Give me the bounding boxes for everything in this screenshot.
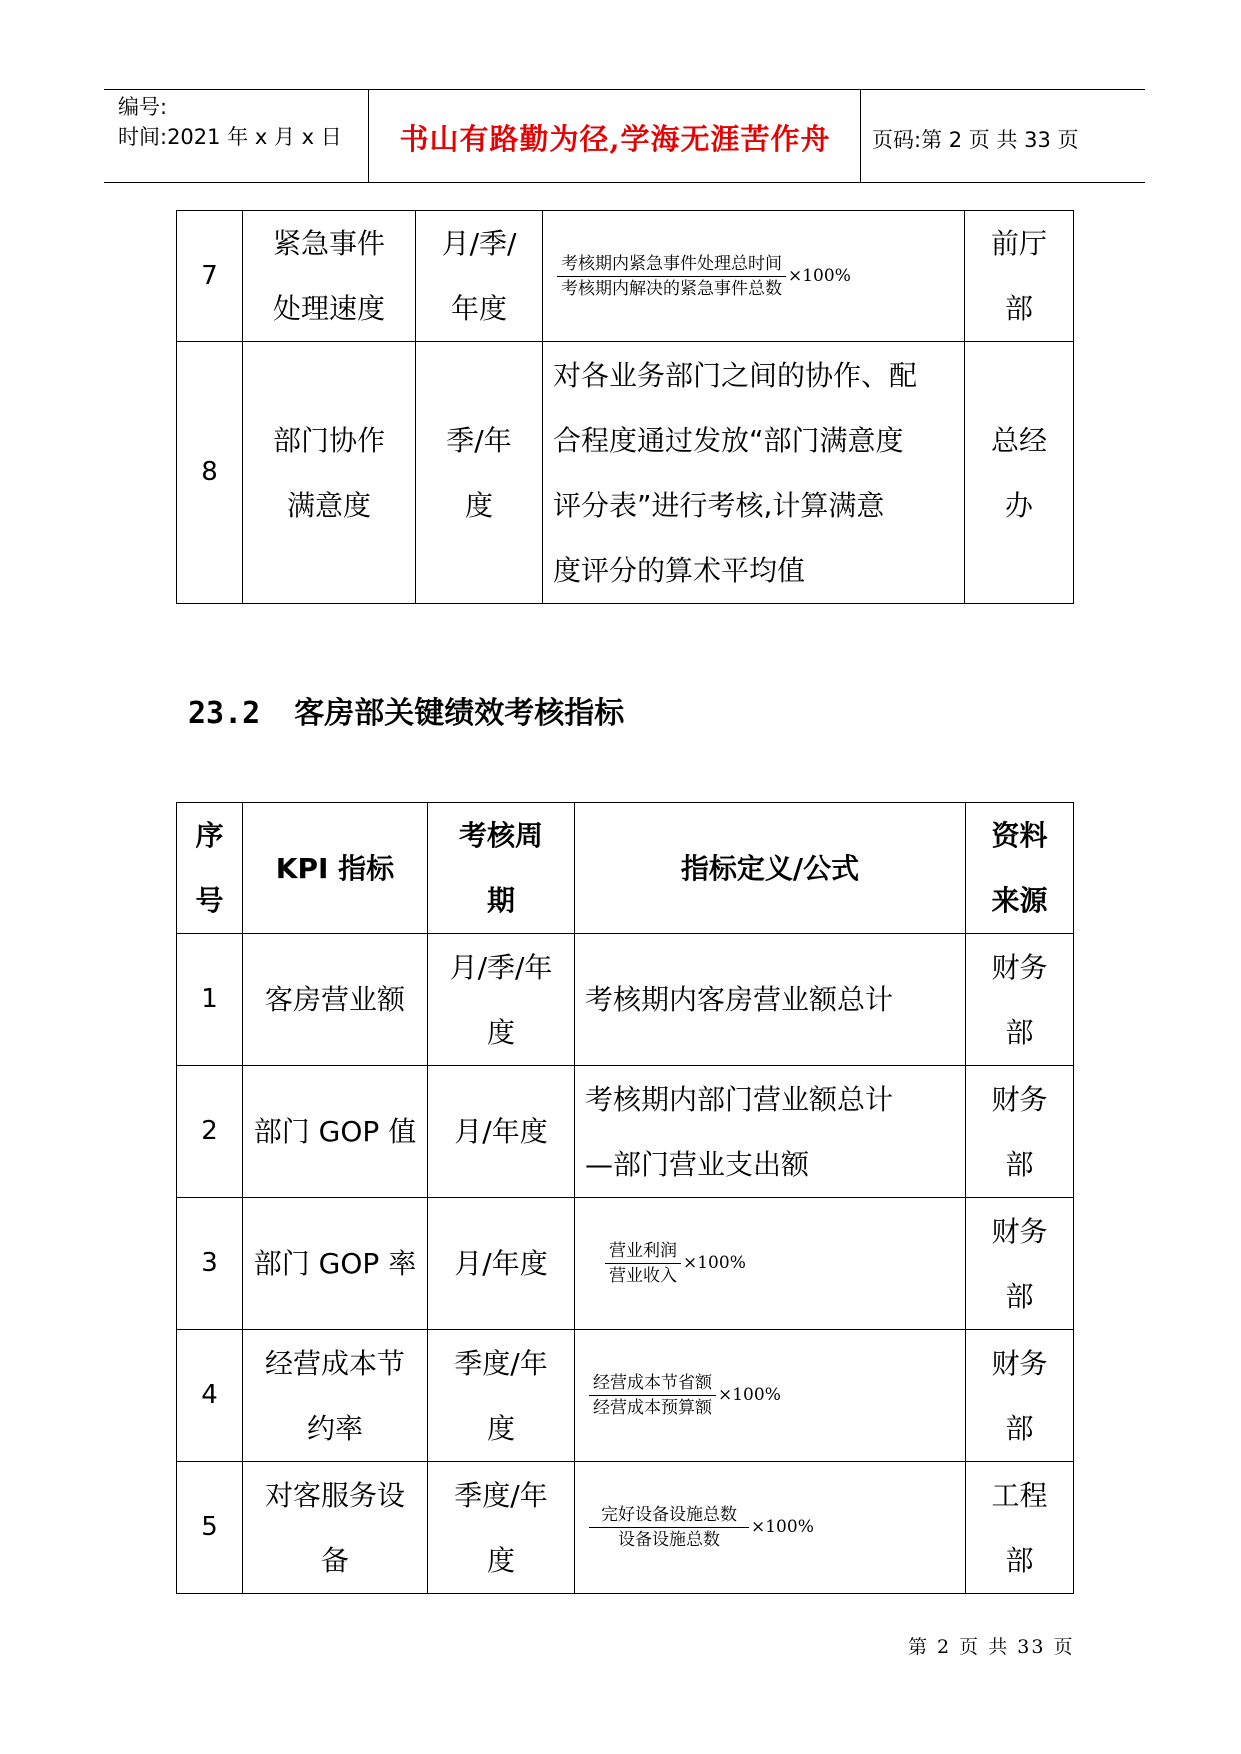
review-cycle: 月/季/年 度 [428,934,575,1066]
section-title: 客房部关键绩效考核指标 [294,696,625,731]
kpi-name: 部门 GOP 值 [243,1066,428,1198]
kpi-formula: $\frac{\text{完好设备设施总数}}{\text{设备设施总数}}$ ×100% [575,1462,966,1594]
review-cycle: 季度/年 度 [428,1462,575,1594]
row-number: 1 [177,934,243,1066]
header-cycle: 考核周 期 [428,803,575,934]
kpi-table-housekeeping [176,802,1074,1594]
table-row [177,342,1074,604]
table-row [177,934,1074,1066]
data-source: 财务 部 [966,934,1074,1066]
kpi-table-continued [176,210,1074,604]
header-divider-left [368,90,369,183]
header-top-rule [104,89,1145,90]
review-cycle: 季/年 度 [416,342,543,604]
header-motto: 书山有路勤为径,学海无涯苦作舟 [399,122,831,156]
kpi-formula: $\frac{\text{营业利润}}{\text{营业收入}}$ ×100% [575,1198,966,1330]
kpi-name: 对客服务设 备 [243,1462,428,1594]
kpi-formula: $\frac{\text{经营成本节省额}}{\text{经营成本预算额}}$ ×100% [575,1330,966,1462]
table-row [177,1198,1074,1330]
kpi-name: 经营成本节 约率 [243,1330,428,1462]
time-label: 时间:2021 年 x 月 x 日 [118,125,342,149]
row-number: 3 [177,1198,243,1330]
header-divider-right [860,90,861,183]
table-row [177,1066,1074,1198]
data-source: 财务 部 [966,1066,1074,1198]
header-kpi: KPI 指标 [243,803,428,934]
review-cycle: 月/年度 [428,1066,575,1198]
table-header-row [177,803,1074,934]
kpi-name: 部门协作 满意度 [243,342,416,604]
kpi-name: 部门 GOP 率 [243,1198,428,1330]
review-cycle: 月/季/ 年度 [416,211,543,342]
header-no: 序 号 [177,803,243,934]
table-row [177,1330,1074,1462]
header-page-code: 页码:第 2 页 共 33 页 [872,128,1079,152]
data-source: 财务 部 [966,1330,1074,1462]
table-row [177,1462,1074,1594]
row-number: 8 [177,342,243,604]
review-cycle: 月/年度 [428,1198,575,1330]
serial-label: 编号: [118,95,168,119]
header-definition: 指标定义/公式 [575,803,966,934]
section-number: 23.2 [188,696,261,731]
row-number: 4 [177,1330,243,1462]
kpi-definition: 考核期内部门营业额总计 —部门营业支出额 [575,1066,966,1198]
kpi-name: 紧急事件 处理速度 [243,211,416,342]
kpi-definition: 考核期内客房营业额总计 [575,934,966,1066]
row-number: 5 [177,1462,243,1594]
header-bottom-rule [104,182,1145,183]
review-cycle: 季度/年 度 [428,1330,575,1462]
kpi-name: 客房营业额 [243,934,428,1066]
footer-page-number: 第 2 页 共 33 页 [908,1636,1075,1658]
data-source: 工程 部 [966,1462,1074,1594]
header-meta [118,92,342,152]
data-source: 前厅 部 [965,211,1074,342]
data-source: 总经 办 [965,342,1074,604]
kpi-formula: $\frac{\text{考核期内紧急事件处理总时间}}{\text{考核期内解决的紧急事件总数}}$ ×100% [543,211,965,342]
row-number: 7 [177,211,243,342]
section-heading [188,688,624,732]
header-source: 资料 来源 [966,803,1074,934]
kpi-definition: 对各业务部门之间的协作、配 合程度通过发放“部门满意度 评分表”进行考核,计算满意 度评分的算术平均值 [543,342,965,604]
row-number: 2 [177,1066,243,1198]
data-source: 财务 部 [966,1198,1074,1330]
table-row [177,211,1074,342]
